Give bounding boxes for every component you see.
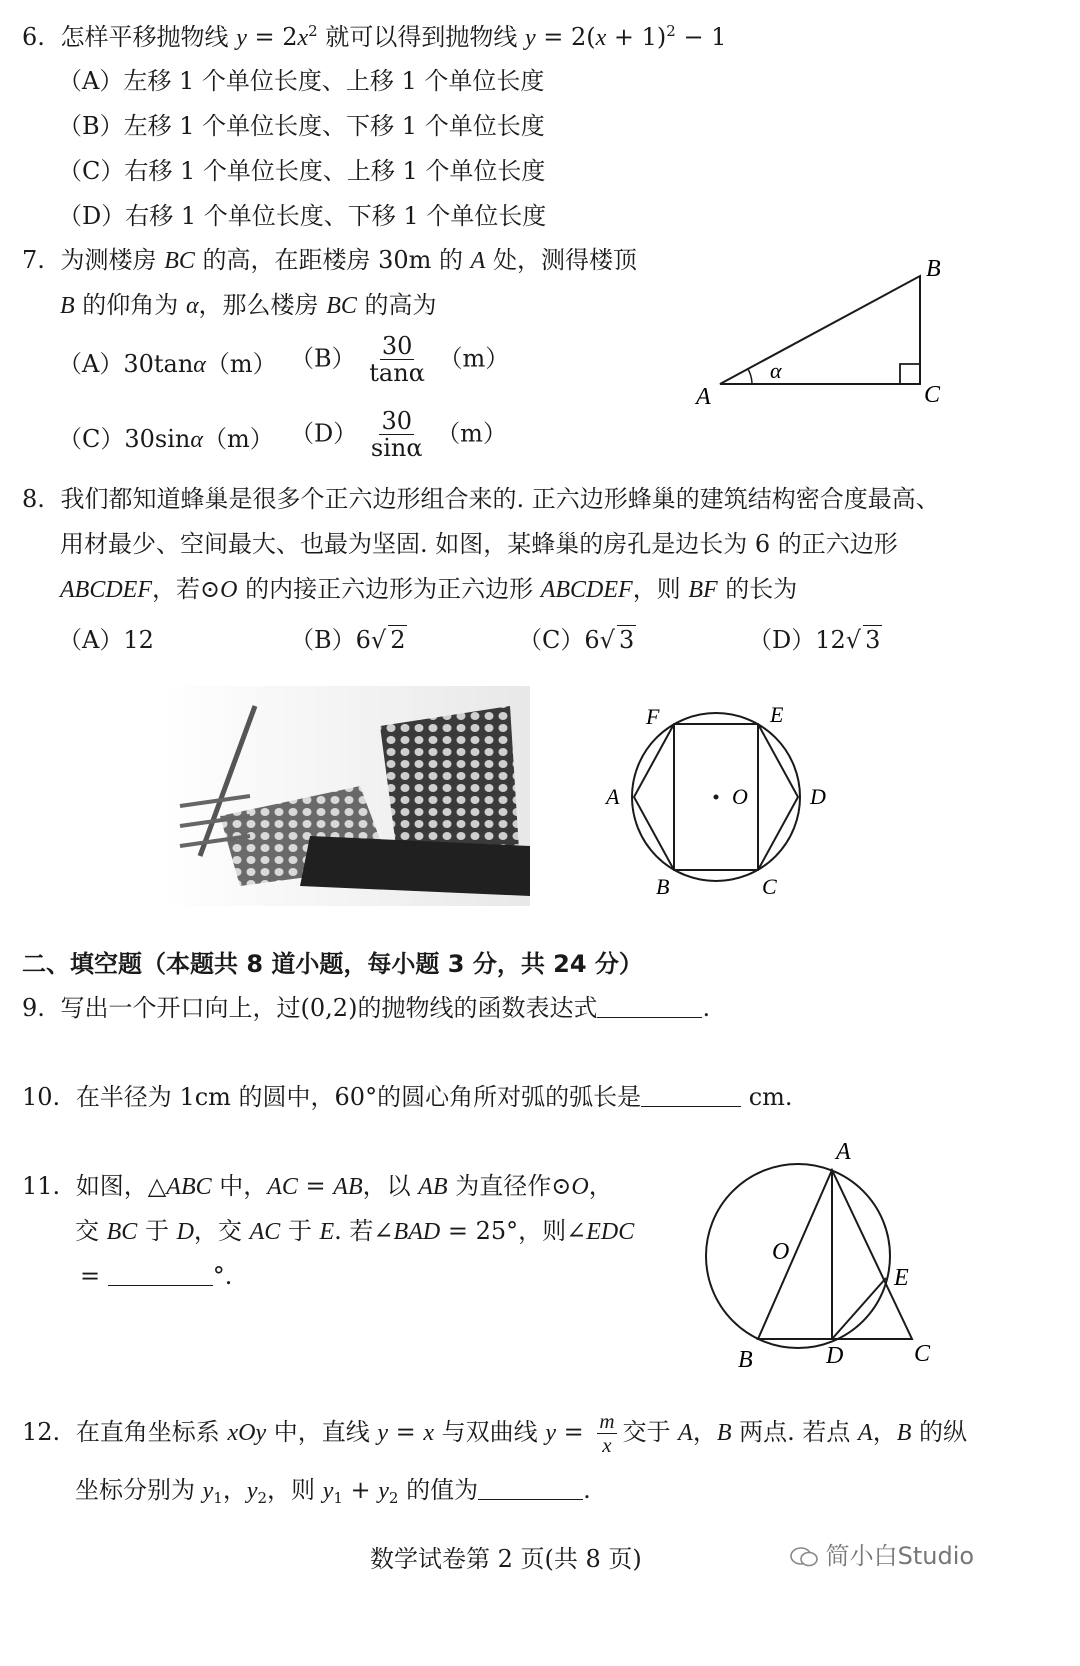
q8-option-c: （C）6√ 3: [518, 626, 635, 654]
page-footer: 数学试卷第 2 页(共 8 页): [370, 1545, 642, 1573]
q7-stem-line1: 7. 为测楼房 BC 的高，在距楼房 30m 的 A 处，测得楼顶: [22, 246, 637, 274]
wechat-icon: [790, 1546, 818, 1568]
q7-option-d: （D） $\frac{30}{\sin\alpha}$ （m）: [290, 407, 507, 463]
q6-option-d: （D）右移 1 个单位长度、下移 1 个单位长度: [58, 202, 547, 230]
fraction: $\frac{30}{\sin\alpha}$: [370, 407, 423, 463]
label-d: D: [810, 784, 826, 809]
q11-circle-figure: [690, 1135, 950, 1380]
q10-stem: 10. 在半径为 1cm 的圆中，60°的圆心角所对弧的弧长是 cm.: [22, 1083, 793, 1111]
label-e: E: [894, 1265, 909, 1291]
circle-o: [706, 1164, 890, 1348]
watermark: 简小白Studio: [790, 1542, 974, 1571]
section-2-title: 二、填空题（本题共 8 道小题，每小题 3 分，共 24 分）: [22, 950, 643, 978]
label-o: O: [732, 784, 748, 809]
q6-stem: 6. 怎样平移抛物线 $y = 2x^2$ 就可以得到抛物线 $y = 2(x + 1)^2 - 1$: [22, 22, 727, 51]
q9-stem: 9. 写出一个开口向上，过(0,2)的抛物线的函数表达式 .: [22, 994, 711, 1022]
q11-stem-line1: 11. 如图，△ABC 中，AC = AB，以 AB 为直径作⊙O，: [22, 1172, 613, 1200]
q12-stem-line1: 12. 在直角坐标系 xOy 中，直线 y = x 与双曲线 y = $\frac{m}{x}$ 交于 A，B 两点. 若点 A，B 的纵: [22, 1409, 967, 1458]
q6-option-b: （B）左移 1 个单位长度、下移 1 个单位长度: [58, 112, 545, 140]
label-a: A: [836, 1139, 851, 1165]
q7-option-b: （B） $\frac{30}{\tan\alpha}$ （m）: [290, 332, 510, 388]
label-o: O: [772, 1239, 790, 1265]
answer-blank[interactable]: [478, 1477, 583, 1500]
fraction: $\frac{30}{\tan\alpha}$: [369, 332, 425, 388]
label-a: A: [606, 784, 620, 809]
label-e: E: [770, 702, 784, 727]
answer-blank[interactable]: [108, 1263, 213, 1286]
label-c: C: [762, 874, 777, 899]
q8-option-d: （D）12√ 3: [748, 626, 881, 654]
comb-shadow: [300, 836, 530, 896]
answer-blank[interactable]: [597, 995, 702, 1018]
label-b: B: [926, 256, 941, 282]
triangle-abc: [720, 276, 920, 384]
q7-option-c: （C）30sinα（m）: [58, 425, 274, 453]
sqrt: √ 3: [599, 626, 635, 654]
q6-option-c: （C）右移 1 个单位长度、上移 1 个单位长度: [58, 157, 546, 185]
q7-stem-line2: B 的仰角为 α，那么楼房 BC 的高为: [60, 291, 437, 319]
label-c: C: [914, 1341, 931, 1367]
label-d: D: [826, 1343, 844, 1369]
segment-de: [832, 1278, 886, 1339]
answer-blank[interactable]: [641, 1084, 741, 1107]
q8-option-b: （B）6√ 2: [290, 626, 406, 654]
q12-stem-line2: 坐标分别为 $y_1$，$y_2$，则 $y_1 + y_2$ 的值为 .: [75, 1476, 591, 1507]
label-c: C: [924, 382, 941, 408]
fraction: $\frac{m}{x}$: [599, 1409, 615, 1458]
label-a: A: [696, 384, 711, 410]
label-f: F: [646, 704, 660, 729]
label-b: B: [738, 1347, 753, 1373]
q6-option-a: （A）左移 1 个单位长度、上移 1 个单位长度: [58, 67, 545, 95]
angle-arc: [748, 369, 752, 384]
label-b: B: [656, 874, 670, 899]
sqrt: √ 3: [845, 626, 881, 654]
right-angle-mark: [900, 364, 920, 384]
sqrt: √ 2: [370, 626, 406, 654]
q8-hexagon-figure: [598, 700, 838, 905]
honeycomb-photo: [160, 686, 530, 906]
q8-option-a: （A）12: [58, 626, 154, 654]
q7-option-a: （A）30tanα（m）: [58, 350, 277, 378]
q8-stem-line3: ABCDEF，若⊙O 的内接正六边形为正六边形 ABCDEF，则 BF 的长为: [60, 575, 798, 603]
q11-stem-line2: 交 BC 于 D，交 AC 于 E. 若∠BAD = 25°，则∠EDC: [75, 1217, 635, 1245]
q7-triangle-figure: [690, 250, 960, 420]
label-alpha: α: [770, 358, 782, 383]
q8-stem-line1: 8. 我们都知道蜂巢是很多个正六边形组合来的. 正六边形蜂巢的建筑结构密合度最高、: [22, 485, 940, 513]
q11-stem-line3: = °.: [80, 1262, 233, 1290]
center-point: [714, 795, 719, 800]
q8-stem-line2: 用材最少、空间最大、也最为坚固. 如图，某蜂巢的房孔是边长为 6 的正六边形: [60, 530, 898, 558]
